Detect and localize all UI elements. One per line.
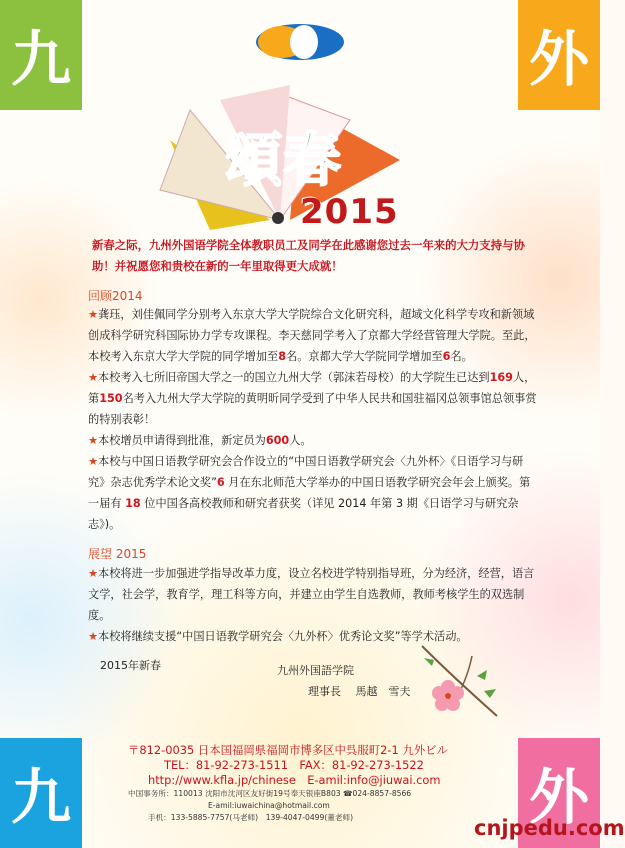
footer-china-office: 中国事务所：110013 沈阳市沈河区友好街19号奉天银座B803 ☎024-8857-8566	[128, 789, 412, 798]
highlight-number: 6	[442, 350, 451, 363]
item-text: 名。京都大学大学院同学增加至	[286, 350, 443, 363]
footer-address: 〒812-0035 日本国福岡県福岡市博多区中呉服町2-1 九外ビル	[128, 743, 448, 757]
review-heading: 回顾2014	[88, 289, 143, 303]
star-icon: ★	[88, 371, 99, 384]
highlight-number: 8	[278, 350, 286, 363]
highlight-number: 600	[265, 434, 290, 447]
closing-signer	[308, 681, 411, 702]
review-item	[88, 451, 538, 535]
item-text: 龚珏，刘佳佩同学分别考入东京大学大学院综合文化研究科，超域文化科学专攻和新领域创成科学研究科国际协力学专攻课程。李天慈同学考入了京都大学经营管理大学院。至此，本校考入东京大学大学院的同学增加至	[88, 308, 536, 363]
footer-china-email: E-amil:iuwaichina@hotmail.com	[208, 801, 330, 810]
corner-badge-bottom-left: 九	[0, 738, 82, 848]
star-icon: ★	[88, 455, 99, 468]
star-icon: ★	[88, 434, 99, 447]
item-text: 本校与中国日语教学研究会合作设立的“中国日语教学研究会〈九外杯〉《日语学习与研究》杂志优秀学术论文奖”	[88, 455, 524, 489]
item-text: 本校增员申请得到批准，新定员为	[98, 434, 266, 447]
footer-mobile: 手机：133-5885-7757(马老师) 139-4047-0499(董老师)	[148, 813, 354, 822]
star-icon: ★	[88, 630, 99, 643]
review-item	[88, 430, 538, 451]
plum-blossom-decoration	[412, 636, 502, 726]
outlook-item	[88, 563, 538, 626]
item-text: 人，第	[88, 371, 536, 405]
item-text: 本校考入七所旧帝国大学之一的国立九州大学（郭沫若母校）的大学院生已达到	[98, 371, 490, 384]
item-text: 名。	[450, 350, 473, 363]
watermark-text: cnjpedu.com	[474, 816, 625, 840]
banner-year: 2015	[300, 192, 399, 232]
intro-message: 新春之际，九州外国语学院全体教职员工及同学在此感谢您过去一年来的大力支持与协助！并祝愿您和贵校在新的一年里取得更大成就！	[92, 238, 525, 273]
corner-badge-bottom-right: 外	[518, 738, 600, 848]
corner-badge-top-right: 外	[518, 0, 600, 110]
highlight-number: 169	[489, 371, 513, 384]
closing-school: 九州外国語学院	[277, 664, 354, 677]
outlook-heading: 展望 2015	[88, 547, 147, 561]
item-text: 人。	[289, 434, 312, 447]
item-text: 本校将继续支援“中国日语教学研究会〈九外杯〉优秀论文奖”等学术活动。	[98, 630, 468, 643]
star-icon: ★	[88, 567, 99, 580]
item-text: 位中国各高校教师和研究者获奖（详见 2014 年第 3 期《日语学习与研究杂志》)。	[88, 497, 519, 531]
item-text: 月在东北师范大学举办的中国日语教学研究会年会上颁奖。第一届有	[88, 476, 531, 510]
item-text: 名考入九州大学大学院的黄明昕同学受到了中华人民共和国驻福冈总领事馆总领事赏的特别表彰！	[88, 392, 537, 426]
corner-badge-top-left: 九	[0, 0, 82, 110]
closing-date: 2015年新春	[100, 659, 161, 672]
review-item	[88, 304, 538, 367]
highlight-number: 150	[99, 392, 123, 405]
banner-title: 頌春	[225, 126, 342, 194]
footer-web-email: http://www.kfla.jp/chinese E-amil:info@jiuwai.com	[148, 773, 441, 787]
item-text: 本校将进一步加强进学指导改革力度，设立名校进学特别指导班，分为经济，经营，语言文学，社会学，教育学，理工科等方向，并建立由学生自选教师，教师考核学生的双选制度。	[88, 567, 535, 622]
footer-tel-fax: TEL：81-92-273-1511 FAX：81-92-273-1522	[164, 758, 424, 772]
review-item	[88, 367, 538, 430]
contact-footer	[128, 743, 488, 824]
outlook-list	[88, 563, 538, 647]
highlight-number: 18	[125, 497, 141, 510]
highlight-number: 6	[216, 476, 225, 489]
star-icon: ★	[88, 308, 99, 321]
review-list	[88, 304, 538, 535]
school-logo	[254, 22, 346, 62]
signer-name: 馬越 雪夫	[355, 685, 411, 698]
signer-title: 理事長	[308, 685, 341, 698]
